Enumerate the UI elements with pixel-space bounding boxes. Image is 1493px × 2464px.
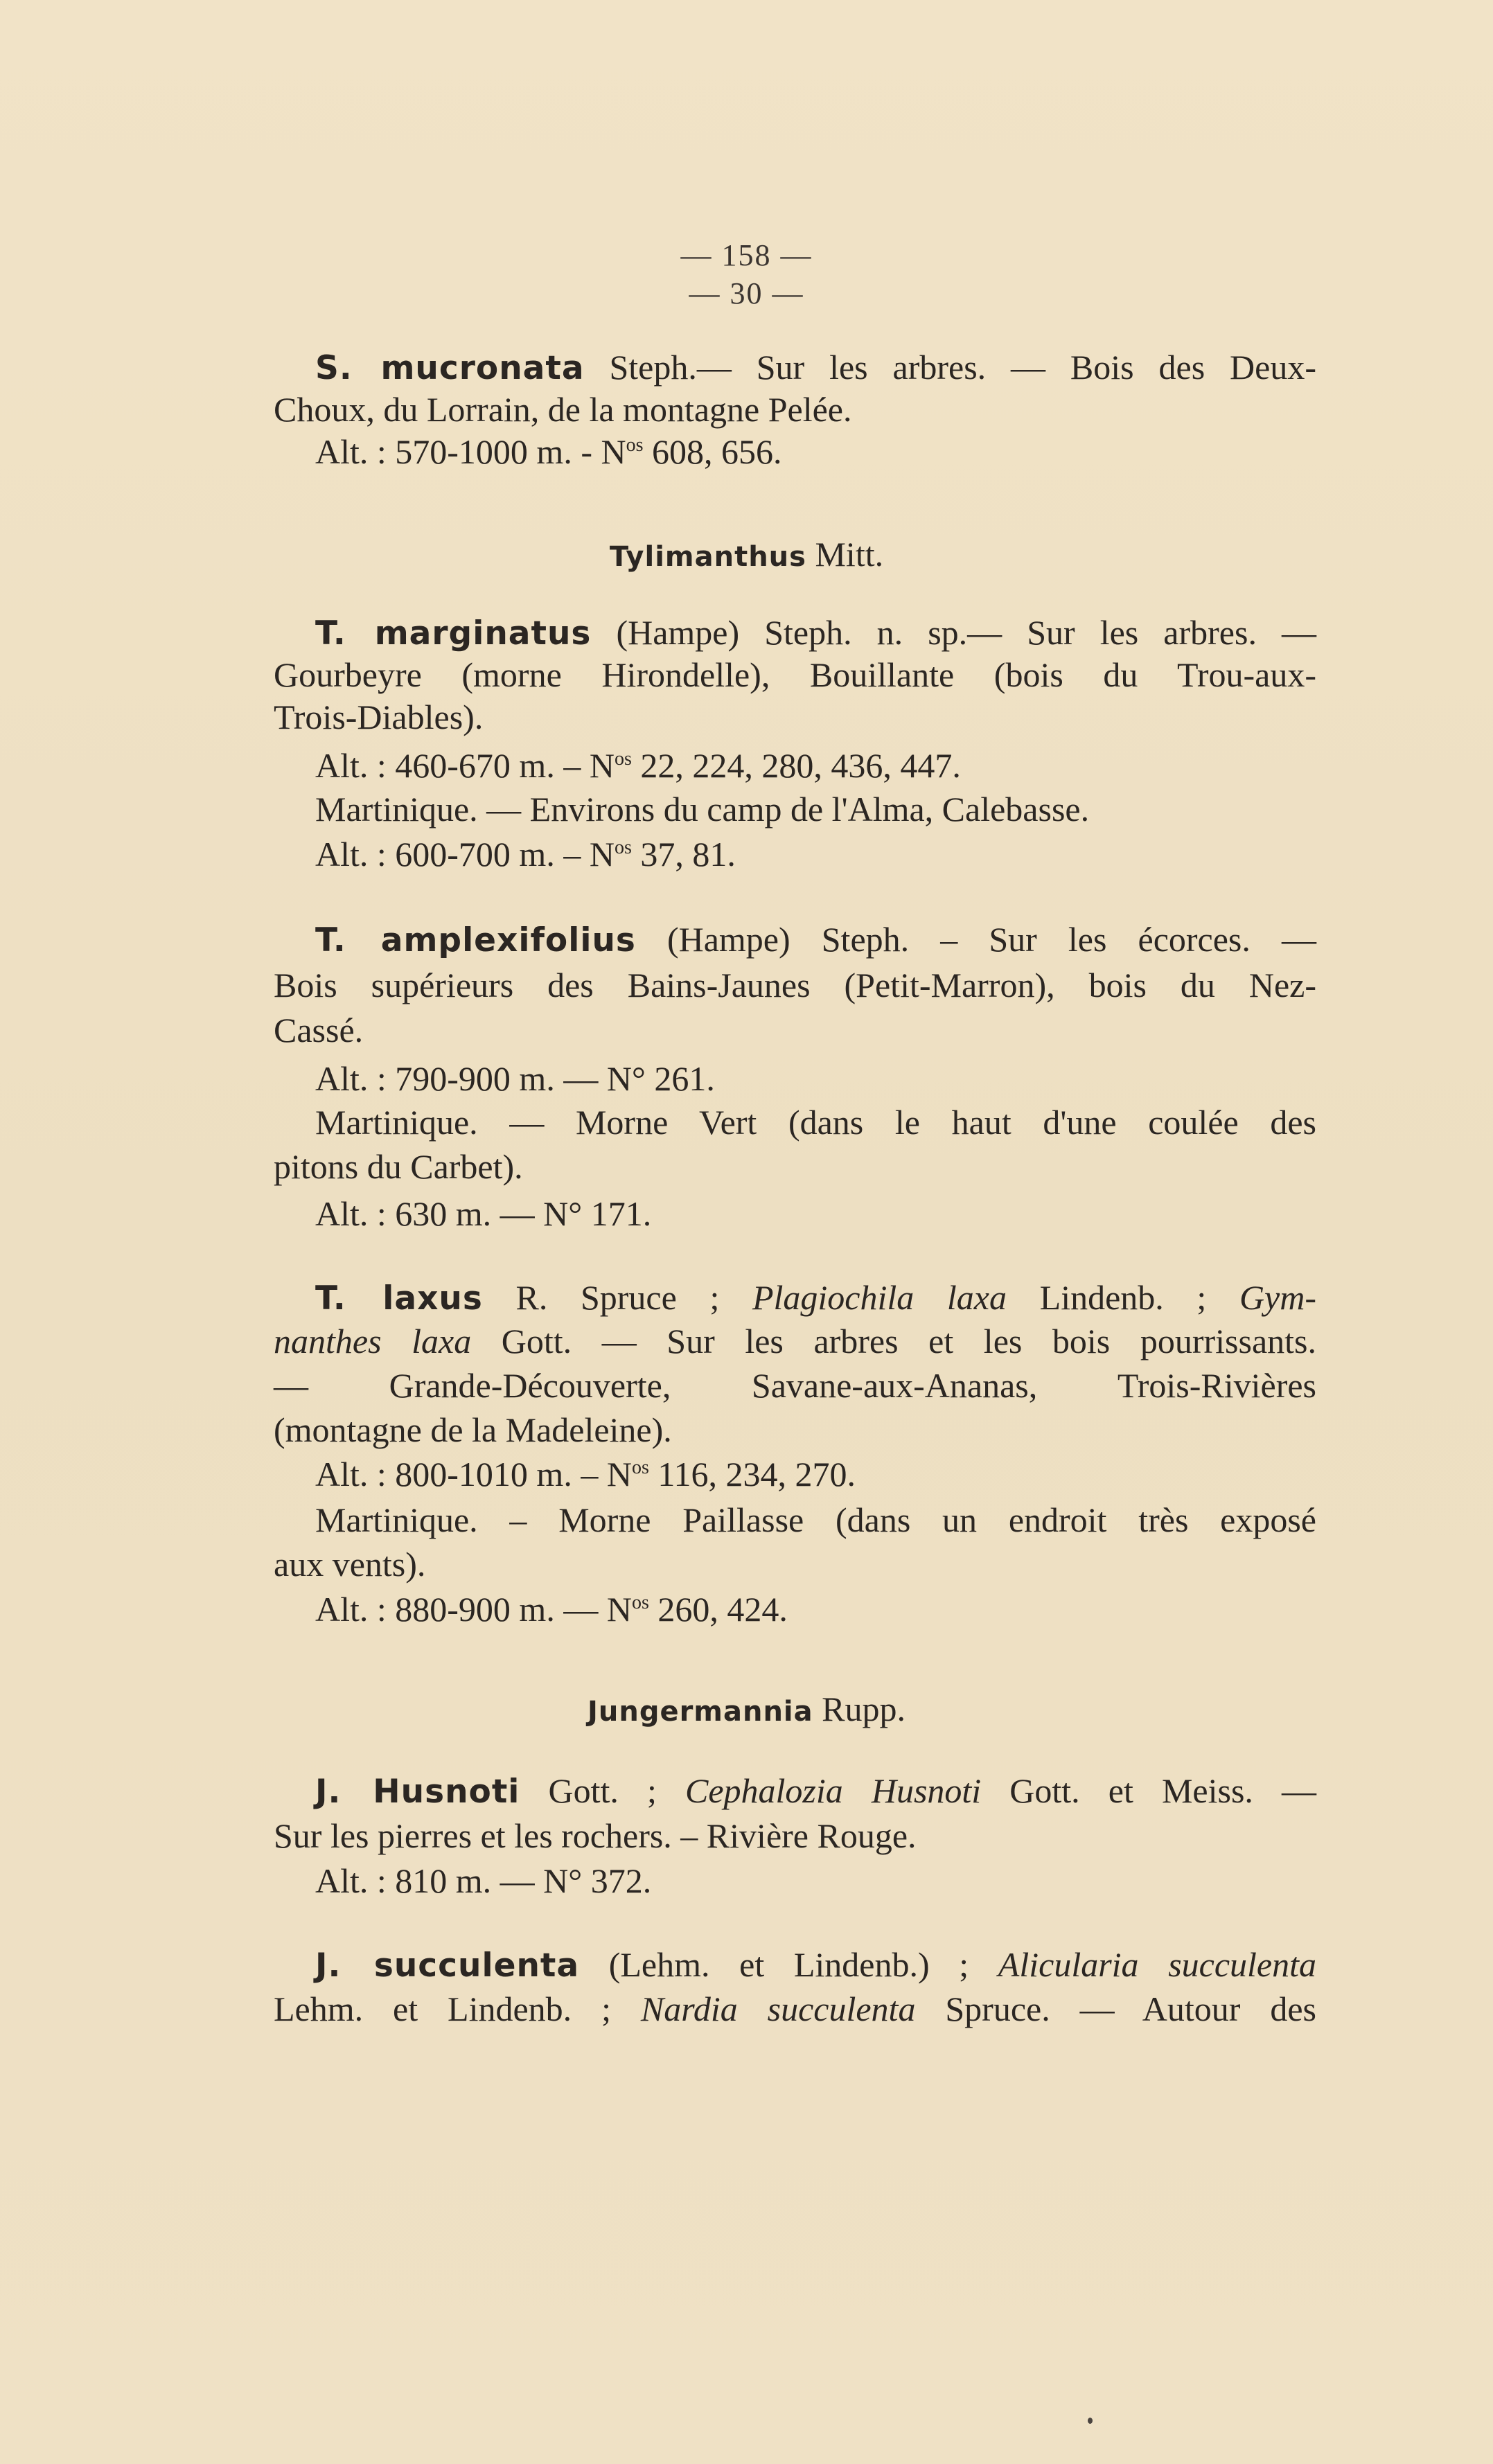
entry-amplexifolius-line-3: Cassé. (274, 1011, 364, 1049)
species-name: J. succulenta (315, 1947, 580, 1985)
entry-amplexifolius-line-2: Bois supérieurs des Bains-Jaunes (Petit-Marron), bois du Nez- (274, 966, 1316, 1004)
entry-marginatus-line-3: Trois-Diables). (274, 698, 484, 736)
species-name: J. Husnoti (315, 1773, 520, 1811)
entry-marginatus-line-2: Gourbeyre (morne Hirondelle), Bouillante (bois du Trou-aux- (274, 655, 1316, 694)
entry-laxus-line-4: (montagne de la Madeleine). (274, 1410, 672, 1449)
entry-amplexifolius-line-6: pitons du Carbet). (274, 1147, 523, 1186)
entry-marginatus-martinique: Martinique. — Environs du camp de l'Alma, Calebasse. (315, 790, 1090, 828)
entry-marginatus-altitude-2: Alt. : 600-700 m. – $N^{os}$ 37, 81. (315, 835, 736, 874)
entry-laxus-line-3: — Grande-Découverte, Savane-aux-Ananas, Trois-Rivières (274, 1366, 1316, 1405)
entry-amplexifolius-altitude-1: Alt. : 790-900 m. — N° 261. (315, 1059, 715, 1098)
species-name: T. laxus (315, 1279, 483, 1318)
entry-amplexifolius-altitude-2: Alt. : 630 m. — N° 171. (315, 1194, 652, 1233)
entry-mucronata-line-1: S. mucronata Steph.— Sur les arbres. — Bois des Deux- (315, 348, 1316, 387)
genus-heading-tylimanthus: Tylimanthus Mitt. (609, 535, 884, 574)
entry-laxus-line-2: nanthes laxa Gott. — Sur les arbres et les bois pourrissants. (274, 1322, 1316, 1360)
entry-mucronata-altitude: Alt. : 570-1000 m. - $N^{os}$ 608, 656. (315, 432, 782, 471)
entry-amplexifolius-martinique: Martinique. — Morne Vert (dans le haut d'une coulée des (315, 1103, 1316, 1142)
entry-amplexifolius-line-1: T. amplexifolius (Hampe) Steph. – Sur les écorces. — (315, 920, 1316, 959)
entry-husnoti-line-1: J. Husnoti Gott. ; Cephalozia Husnoti Gott. et Meiss. — (315, 1771, 1316, 1811)
entry-laxus-altitude-1: Alt. : 800-1010 m. – $N^{os}$ 116, 234, 270. (315, 1455, 856, 1494)
entry-husnoti-altitude: Alt. : 810 m. — N° 372. (315, 1861, 652, 1900)
entry-husnoti-line-2: Sur les pierres et les rochers. – Rivière Rouge. (274, 1816, 917, 1855)
entry-laxus-altitude-2: Alt. : 880-900 m. — $N^{os}$ 260, 424. (315, 1590, 788, 1629)
genus-heading-jungermannia: Jungermannia Rupp. (587, 1690, 905, 1728)
page-number: — 158 — (680, 238, 813, 272)
entry-laxus-martinique: Martinique. – Morne Paillasse (dans un endroit très exposé (315, 1500, 1316, 1539)
entry-marginatus-line-1: T. marginatus (Hampe) Steph. n. sp.— Sur les arbres. — (315, 613, 1317, 653)
entry-succulenta-line-2: Lehm. et Lindenb. ; Nardia succulenta Spruce. — Autour des (274, 1989, 1316, 2028)
entry-laxus-line-7: aux vents). (274, 1545, 426, 1584)
species-name: T. marginatus (315, 614, 592, 653)
species-name: T. amplexifolius (315, 921, 636, 959)
ink-speck (1088, 2418, 1093, 2424)
species-name: S. mucronata (315, 349, 585, 387)
entry-laxus-line-1: T. laxus R. Spruce ; Plagiochila laxa Lindenb. ; Gym- (315, 1278, 1316, 1318)
entry-marginatus-altitude-1: Alt. : 460-670 m. – $N^{os}$ 22, 224, 280, 436, 447. (315, 746, 961, 785)
entry-mucronata-line-2: Choux, du Lorrain, de la montagne Pelée. (274, 390, 852, 429)
entry-succulenta-line-1: J. succulenta (Lehm. et Lindenb.) ; Alicularia succulenta (315, 1945, 1317, 1985)
page-subnumber: — 30 — (689, 276, 804, 310)
